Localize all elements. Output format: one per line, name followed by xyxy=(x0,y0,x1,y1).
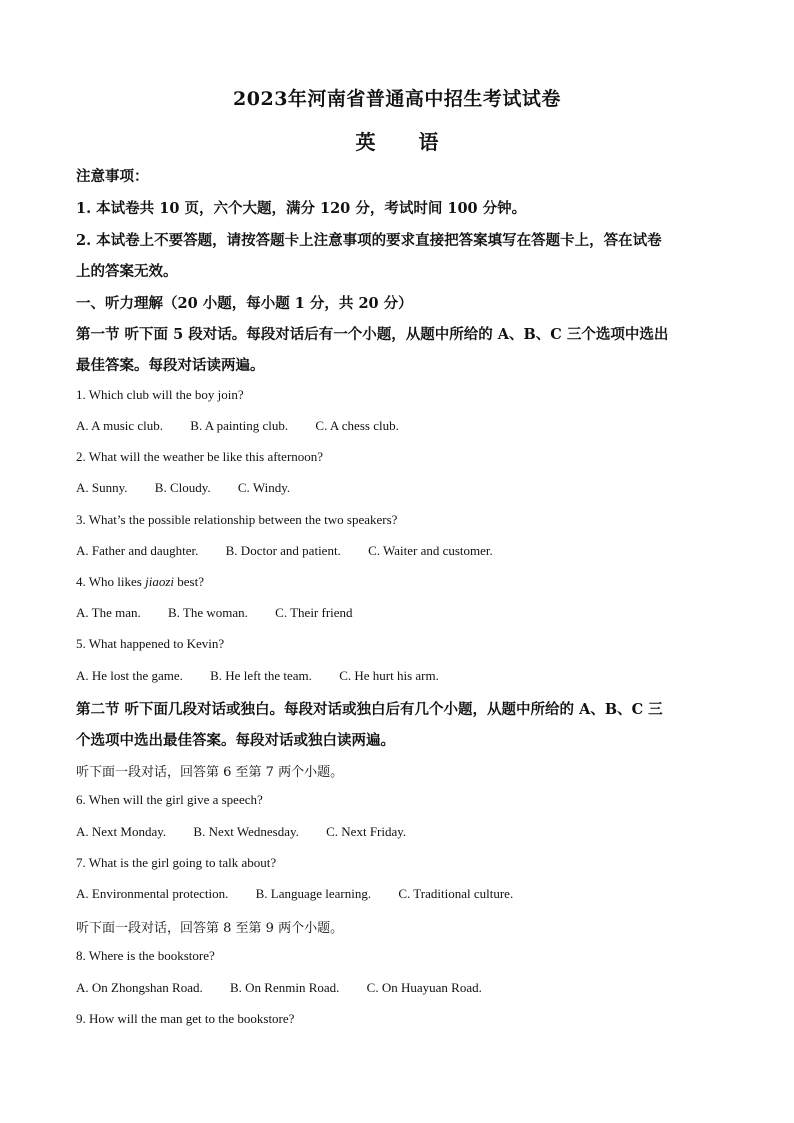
notice-item-2-line-1: 2. 本试卷上不要答题，请按答题卡上注意事项的要求直接把答案填写在答题卡上，答在试卷 xyxy=(76,232,662,249)
option-c: C. Traditional culture. xyxy=(398,886,514,901)
question-7: 7. What is the girl going to talk about? xyxy=(76,855,277,870)
question-5: 5. What happened to Kevin? xyxy=(76,636,225,651)
notice-item-1: 1. 本试卷共 10 页，六个大题，满分 120 分，考试时间 100 分钟。 xyxy=(76,200,527,217)
question-7-options xyxy=(76,886,726,902)
option-c: C. He hurt his arm. xyxy=(339,668,439,683)
option-a: A. The man. xyxy=(76,605,141,620)
question-1: 1. Which club will the boy join? xyxy=(76,387,244,402)
option-c: C. Next Friday. xyxy=(326,824,407,839)
notice-heading: 注意事项： xyxy=(76,168,149,185)
notice-item-2-line-2: 上的答案无效。 xyxy=(76,263,178,280)
option-a: A. Next Monday. xyxy=(76,824,167,839)
question-4-options xyxy=(76,605,726,621)
question-1-options xyxy=(76,418,726,434)
option-b: B. Language learning. xyxy=(255,886,372,901)
option-b: B. Next Wednesday. xyxy=(193,824,299,839)
option-c: C. Windy. xyxy=(237,480,291,495)
section1-instruction-line-1: 第一节 听下面 5 段对话。每段对话后有一个小题，从题中所给的 A、B、C 三个选项中选出 xyxy=(76,326,669,343)
option-a: A. A music club. xyxy=(76,418,164,433)
question-6-options xyxy=(76,824,726,840)
option-b: B. Doctor and patient. xyxy=(225,543,341,558)
question-4-prefix: 4. Who likes xyxy=(76,574,146,589)
option-c: C. On Huayuan Road. xyxy=(366,980,482,995)
option-c: C. A chess club. xyxy=(315,418,399,433)
instruction-questions-6-7: 听下面一段对话，回答第 6 至第 7 两个小题。 xyxy=(76,765,344,780)
question-2: 2. What will the weather be like this afternoon? xyxy=(76,449,324,464)
question-8-options xyxy=(76,980,726,996)
option-a: A. Father and daughter. xyxy=(76,543,199,558)
option-b: B. On Renmin Road. xyxy=(230,980,340,995)
question-4 xyxy=(76,574,726,590)
option-a: A. Sunny. xyxy=(76,480,128,495)
question-3-options xyxy=(76,543,726,559)
question-3: 3. What’s the possible relationship between the two speakers? xyxy=(76,512,398,527)
section2-instruction-line-2: 个选项中选出最佳答案。每段对话或独白读两遍。 xyxy=(76,732,395,749)
question-4-suffix: best? xyxy=(174,574,204,589)
option-b: B. The woman. xyxy=(168,605,248,620)
option-a: A. Environmental protection. xyxy=(76,886,229,901)
option-a: A. On Zhongshan Road. xyxy=(76,980,203,995)
exam-title: 2023年河南省普通高中招生考试试卷 xyxy=(233,88,561,110)
question-8: 8. Where is the bookstore? xyxy=(76,948,215,963)
subject-title: 英 语 xyxy=(355,130,457,154)
section2-instruction-line-1: 第二节 听下面几段对话或独白。每段对话或独白后有几个小题，从题中所给的 A、B、C 三 xyxy=(76,701,663,718)
option-b: B. He left the team. xyxy=(210,668,312,683)
option-b: B. A painting club. xyxy=(190,418,289,433)
question-6: 6. When will the girl give a speech? xyxy=(76,792,263,807)
option-a: A. He lost the game. xyxy=(76,668,183,683)
question-9: 9. How will the man get to the bookstore? xyxy=(76,1011,295,1026)
instruction-questions-8-9: 听下面一段对话，回答第 8 至第 9 两个小题。 xyxy=(76,921,344,936)
option-c: C. Waiter and customer. xyxy=(368,543,493,558)
question-5-options xyxy=(76,668,726,684)
question-2-options xyxy=(76,480,726,496)
question-4-italic-word: jiaozi xyxy=(145,574,174,589)
section1-instruction-line-2: 最佳答案。每段对话读两遍。 xyxy=(76,357,265,374)
option-b: B. Cloudy. xyxy=(154,480,211,495)
part1-heading: 一、听力理解（20 小题，每小题 1 分，共 20 分） xyxy=(76,295,413,312)
option-c: C. Their friend xyxy=(275,605,353,620)
